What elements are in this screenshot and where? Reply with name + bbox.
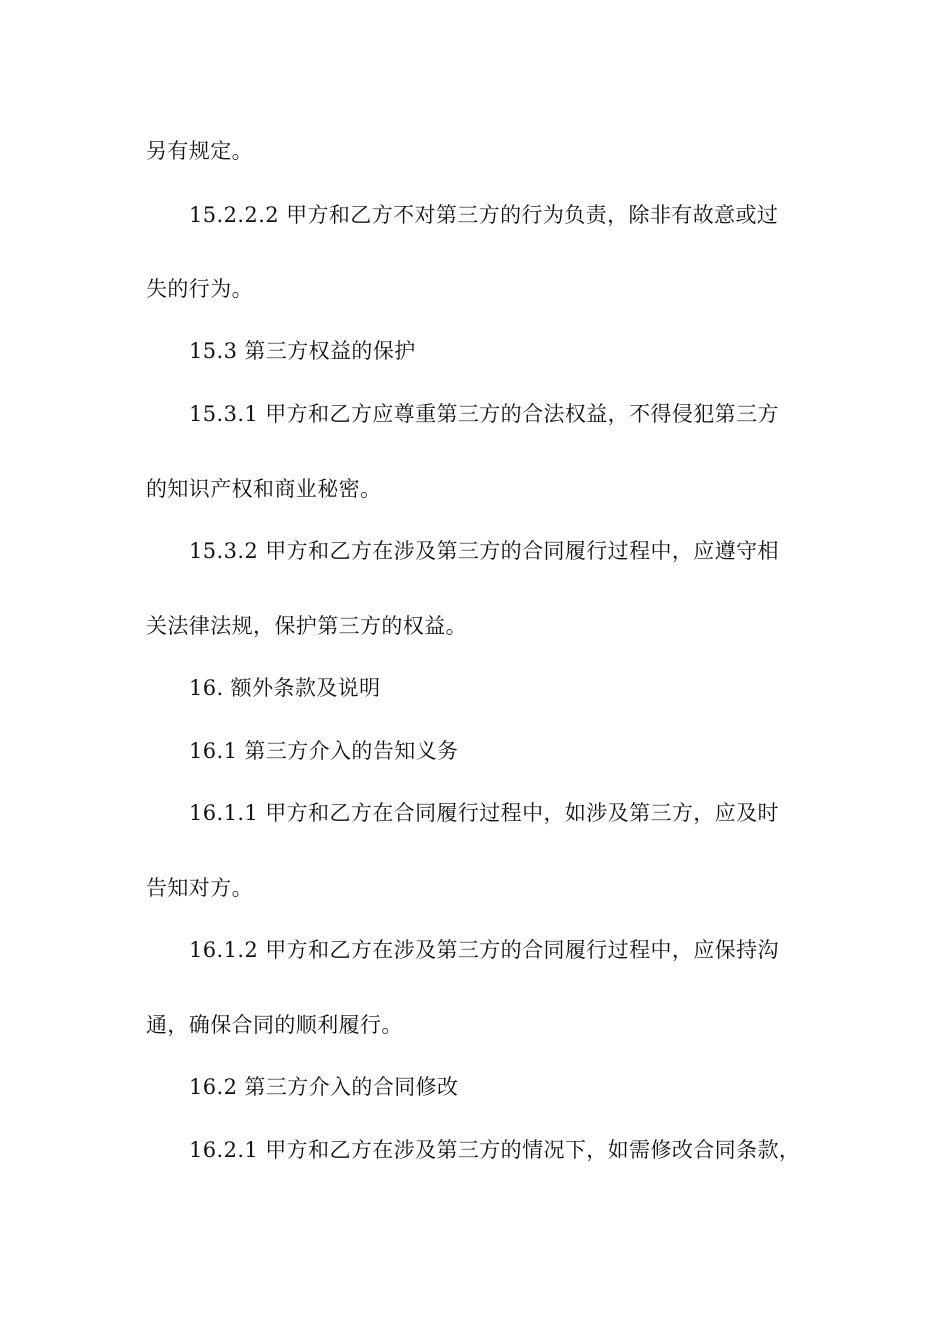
section-16-heading: 16. 额外条款及说明 bbox=[189, 676, 381, 700]
clause-15-3-1-line-2: 的知识产权和商业秘密。 bbox=[146, 477, 382, 501]
clause-16-1-1-line-2: 告知对方。 bbox=[146, 876, 253, 900]
clause-15-2-2-2-line-1: 15.2.2.2 甲方和乙方不对第三方的行为负责，除非有故意或过 bbox=[189, 203, 779, 227]
clause-15-3-1-line-1: 15.3.1 甲方和乙方应尊重第三方的合法权益，不得侵犯第三方 bbox=[189, 402, 779, 426]
clause-15-2-2-2-line-2: 失的行为。 bbox=[146, 277, 253, 301]
clause-15-3-2-line-2: 关法律法规，保护第三方的权益。 bbox=[146, 614, 467, 638]
section-16-2-heading: 16.2 第三方介入的合同修改 bbox=[189, 1075, 459, 1099]
clause-16-2-1-line-1: 16.2.1 甲方和乙方在涉及第三方的情况下，如需修改合同条款， bbox=[189, 1138, 801, 1162]
clause-16-1-2-line-2: 通，确保合同的顺利履行。 bbox=[146, 1013, 403, 1037]
clause-16-1-1-line-1: 16.1.1 甲方和乙方在合同履行过程中，如涉及第三方，应及时 bbox=[189, 801, 779, 825]
continuation-line-other-provisions: 另有规定。 bbox=[146, 139, 253, 163]
section-15-3-heading: 15.3 第三方权益的保护 bbox=[189, 339, 416, 363]
clause-16-1-2-line-1: 16.1.2 甲方和乙方在涉及第三方的合同履行过程中，应保持沟 bbox=[189, 938, 779, 962]
clause-15-3-2-line-1: 15.3.2 甲方和乙方在涉及第三方的合同履行过程中，应遵守相 bbox=[189, 539, 779, 563]
section-16-1-heading: 16.1 第三方介入的告知义务 bbox=[189, 739, 459, 763]
